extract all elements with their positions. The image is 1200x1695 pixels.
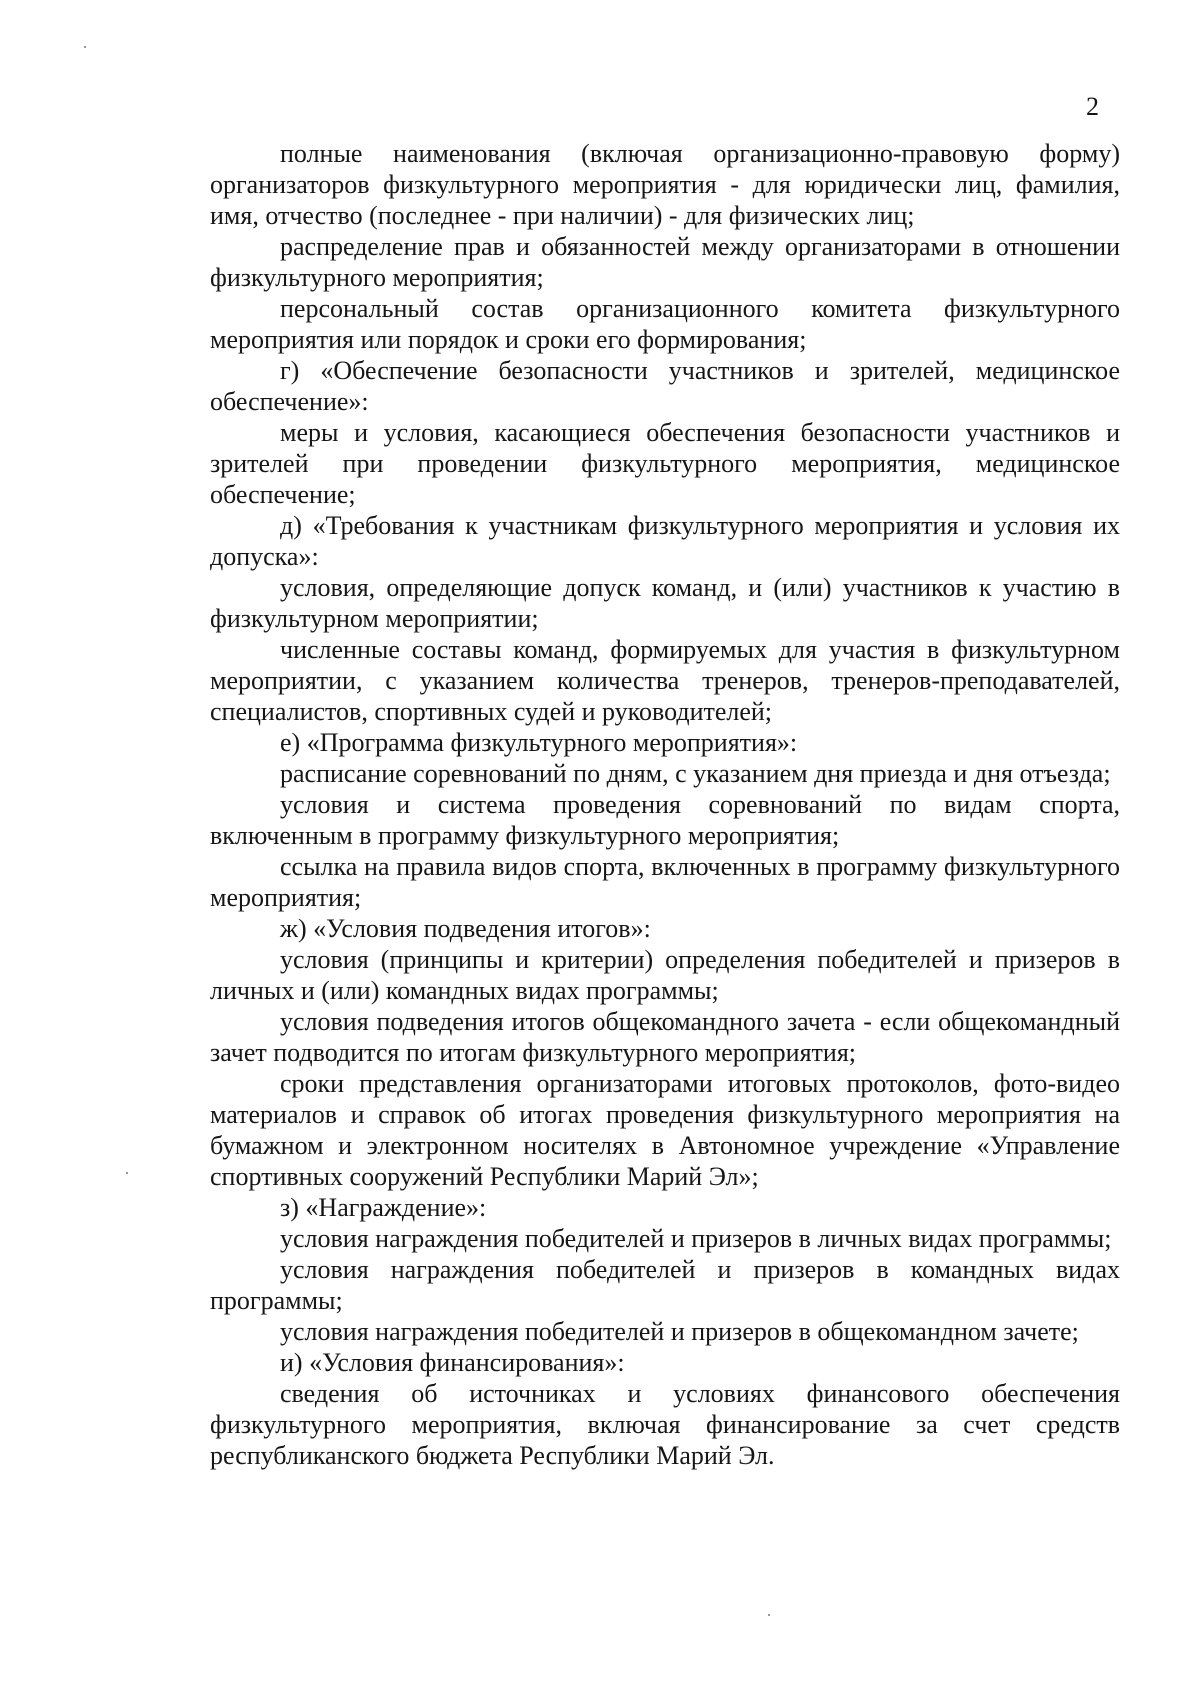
scan-speck	[84, 46, 86, 48]
paragraph: условия и система проведения соревнований по видам спорта, включенным в программу физкультурного мероприятия;	[210, 790, 1120, 850]
paragraph: расписание соревнований по дням, с указанием дня приезда и дня отъезда;	[280, 759, 1111, 788]
paragraph: сроки представления организаторами итоговых протоколов, фото-видео материалов и справок об итогах проведения физкультурного мероприятия на бумажном и электронном носителях в Автономное учреждение «Управление спортивных сооружений Республики Марий Эл»;	[210, 1069, 1120, 1191]
paragraph: условия награждения победителей и призеров в общекомандном зачете;	[280, 1317, 1079, 1346]
paragraph: ссылка на правила видов спорта, включенных в программу физкультурного мероприятия;	[210, 852, 1120, 912]
page-number: 2	[1086, 92, 1099, 121]
section-heading: д) «Требования к участникам физкультурного мероприятия и условия их допуска»:	[210, 511, 1120, 571]
section-heading: е) «Программа физкультурного мероприятия»:	[280, 728, 798, 757]
paragraph: условия (принципы и критерии) определения победителей и призеров в личных и (или) командных видах программы;	[210, 945, 1120, 1005]
paragraph: условия награждения победителей и призеров в личных видах программы;	[280, 1224, 1112, 1253]
section-heading: з) «Награждение»:	[280, 1193, 487, 1222]
scan-speck	[768, 1614, 770, 1616]
document-body	[210, 138, 1120, 1471]
paragraph: распределение прав и обязанностей между организаторами в отношении физкультурного мероприятия;	[210, 232, 1120, 292]
paragraph: меры и условия, касающиеся обеспечения безопасности участников и зрителей при проведении физкультурного мероприятия, медицинское обеспечение;	[210, 418, 1120, 509]
section-heading: г) «Обеспечение безопасности участников и зрителей, медицинское обеспечение»:	[210, 356, 1120, 416]
paragraph: сведения об источниках и условиях финансового обеспечения физкультурного мероприятия, включая финансирование за счет средств республиканского бюджета Республики Марий Эл.	[210, 1379, 1120, 1470]
section-heading: и) «Условия финансирования»:	[280, 1348, 625, 1377]
paragraph: условия подведения итогов общекомандного зачета - если общекомандный зачет подводится по итогам физкультурного мероприятия;	[210, 1007, 1120, 1067]
section-heading: ж) «Условия подведения итогов»:	[280, 914, 651, 943]
paragraph: условия, определяющие допуск команд, и (или) участников к участию в физкультурном мероприятии;	[210, 573, 1120, 633]
paragraph: полные наименования (включая организационно-правовую форму) организаторов физкультурного мероприятия - для юридически лиц, фамилия, имя, отчество (последнее - при наличии) - для физических лиц;	[210, 139, 1120, 230]
paragraph: персональный состав организационного комитета физкультурного мероприятия или порядок и сроки его формирования;	[210, 294, 1120, 354]
paragraph: численные составы команд, формируемых для участия в физкультурном мероприятии, с указанием количества тренеров, тренеров-преподавателей, специалистов, спортивных судей и руководителей;	[210, 635, 1120, 726]
scan-speck	[126, 1172, 128, 1174]
paragraph: условия награждения победителей и призеров в командных видах программы;	[210, 1255, 1120, 1315]
